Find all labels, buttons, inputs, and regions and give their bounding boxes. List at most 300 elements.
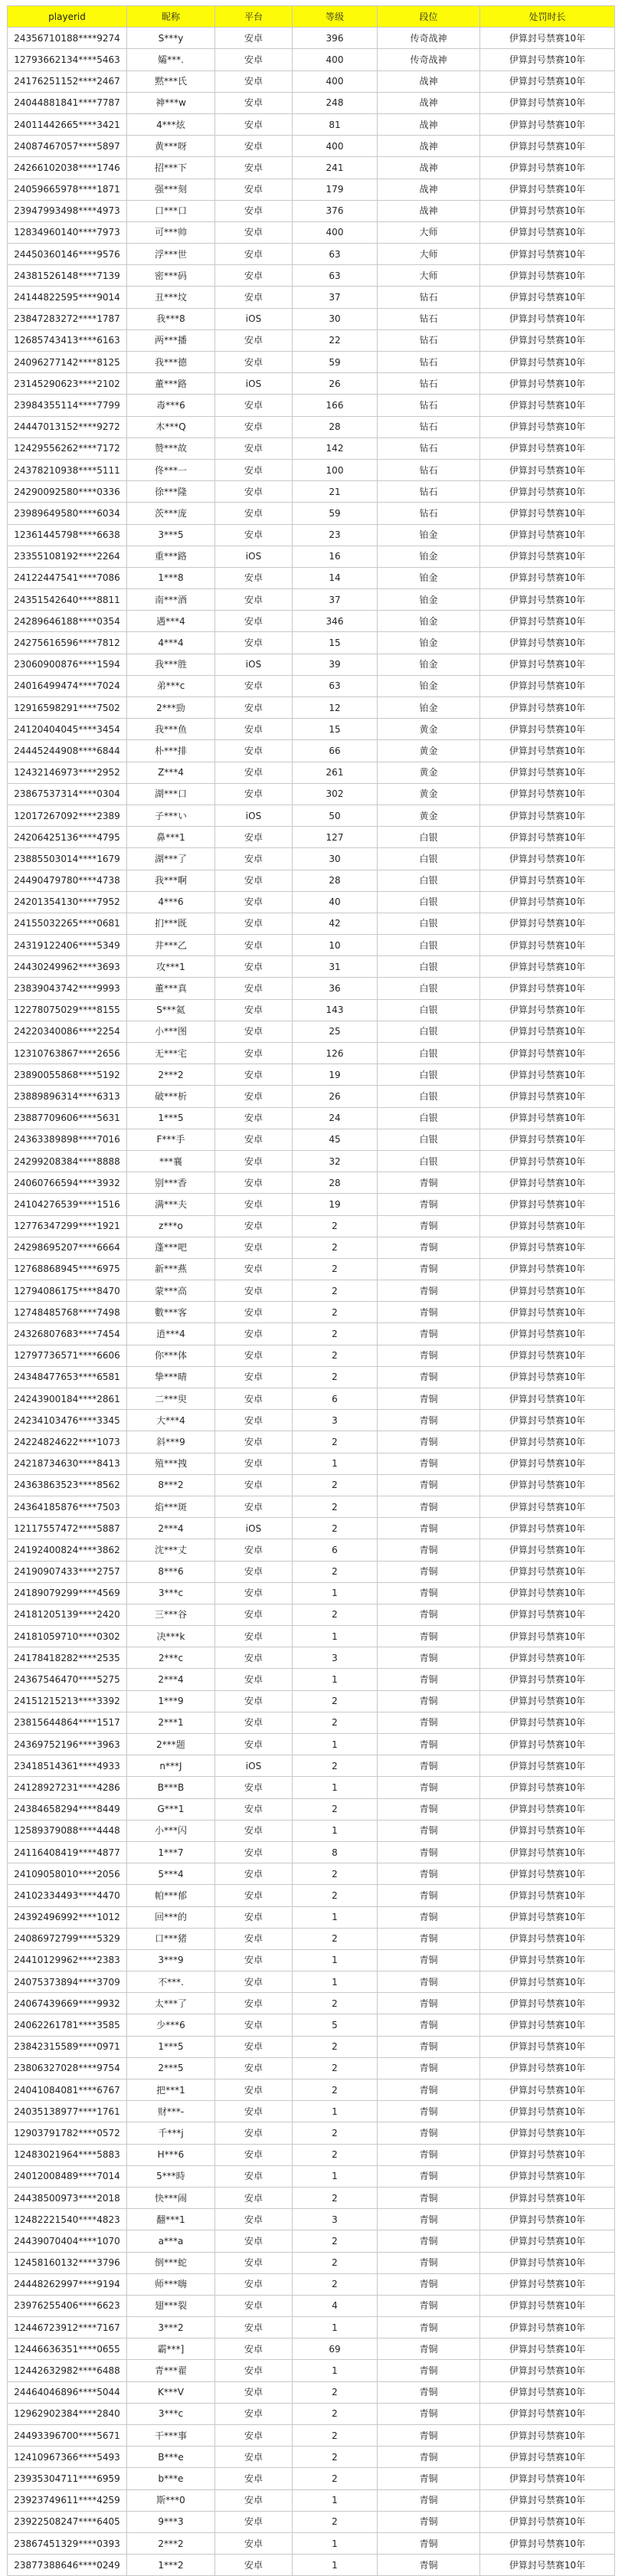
level-cell: 2 <box>293 1215 378 1237</box>
penalty-cell: 伊算封号禁赛10年 <box>480 1215 615 1237</box>
platform-cell: 安卓 <box>215 2122 293 2144</box>
player-id-cell: 23839043742****9993 <box>8 978 127 999</box>
player-id-cell: 12410967366****5493 <box>8 2447 127 2468</box>
rank-cell: 青铜 <box>378 2532 480 2554</box>
level-cell: 2 <box>293 2425 378 2447</box>
penalty-cell: 伊算封号禁赛10年 <box>480 2057 615 2079</box>
rank-cell: 钻石 <box>378 481 480 503</box>
level-cell: 2 <box>293 1280 378 1302</box>
table-row <box>8 1971 615 1993</box>
player-id-cell: 23922508247****6405 <box>8 2511 127 2532</box>
header-nickname: 昵称 <box>127 6 215 28</box>
level-cell: 2 <box>293 1518 378 1539</box>
platform-cell: 安卓 <box>215 783 293 805</box>
platform-cell: 安卓 <box>215 1820 293 1841</box>
penalty-cell: 伊算封号禁赛10年 <box>480 1129 615 1150</box>
rank-cell: 黄金 <box>378 783 480 805</box>
platform-cell: 安卓 <box>215 697 293 719</box>
platform-cell: 安卓 <box>215 2165 293 2187</box>
rank-cell: 黄金 <box>378 805 480 826</box>
table-row <box>8 1993 615 2014</box>
level-cell: 1 <box>293 2360 378 2381</box>
penalty-cell: 伊算封号禁赛10年 <box>480 2447 615 2468</box>
table-row <box>8 2447 615 2468</box>
player-id-cell: 24438500973****2018 <box>8 2187 127 2208</box>
rank-cell: 青铜 <box>378 1280 480 1302</box>
platform-cell: 安卓 <box>215 28 293 49</box>
penalty-cell: 伊算封号禁赛10年 <box>480 2273 615 2295</box>
header-level: 等级 <box>293 6 378 28</box>
level-cell: 6 <box>293 1388 378 1410</box>
platform-cell: iOS <box>215 308 293 329</box>
level-cell: 1 <box>293 1734 378 1755</box>
level-cell: 15 <box>293 719 378 740</box>
table-row <box>8 1237 615 1258</box>
penalty-cell: 伊算封号禁赛10年 <box>480 1086 615 1107</box>
level-cell: 36 <box>293 978 378 999</box>
rank-cell: 青铜 <box>378 1302 480 1323</box>
player-id-cell: 23984355114****7799 <box>8 395 127 416</box>
platform-cell: 安卓 <box>215 92 293 113</box>
player-id-cell: 12458160132****3796 <box>8 2252 127 2273</box>
platform-cell: 安卓 <box>215 287 293 308</box>
rank-cell: 青铜 <box>378 2187 480 2208</box>
nickname-cell: 2***勁 <box>127 697 215 719</box>
rank-cell: 钻石 <box>378 373 480 395</box>
level-cell: 28 <box>293 416 378 438</box>
nickname-cell: 朴***排 <box>127 740 215 762</box>
table-row <box>8 1496 615 1517</box>
nickname-cell: 9***3 <box>127 2511 215 2532</box>
level-cell: 69 <box>293 2338 378 2360</box>
table-row <box>8 1604 615 1625</box>
level-cell: 179 <box>293 179 378 200</box>
table-row <box>8 827 615 848</box>
nickname-cell: 破***析 <box>127 1086 215 1107</box>
platform-cell: 安卓 <box>215 611 293 632</box>
rank-cell: 青铜 <box>378 2209 480 2230</box>
penalty-cell: 伊算封号禁赛10年 <box>480 1302 615 1323</box>
level-cell: 42 <box>293 913 378 934</box>
table-row <box>8 1172 615 1194</box>
rank-cell: 战神 <box>378 113 480 135</box>
player-id-cell: 24096277142****8125 <box>8 352 127 373</box>
nickname-cell: 千***j <box>127 2122 215 2144</box>
rank-cell: 青铜 <box>378 1561 480 1582</box>
table-row <box>8 913 615 934</box>
rank-cell: 青铜 <box>378 1172 480 1194</box>
player-id-cell: 12793662134****5463 <box>8 49 127 70</box>
table-row <box>8 416 615 438</box>
platform-cell: 安卓 <box>215 870 293 891</box>
penalty-cell: 伊算封号禁赛10年 <box>480 827 615 848</box>
table-row <box>8 2532 615 2554</box>
platform-cell: iOS <box>215 654 293 675</box>
nickname-cell: 密***码 <box>127 265 215 287</box>
penalty-cell: 伊算封号禁赛10年 <box>480 2187 615 2208</box>
player-id-cell: 24192400824****3862 <box>8 1539 127 1561</box>
table-row <box>8 2425 615 2447</box>
platform-cell: 安卓 <box>215 1734 293 1755</box>
table-row <box>8 1388 615 1410</box>
platform-cell: 安卓 <box>215 1690 293 1712</box>
level-cell: 2 <box>293 1496 378 1517</box>
platform-cell: 安卓 <box>215 1431 293 1453</box>
player-id-cell: 24348477653****6581 <box>8 1366 127 1388</box>
player-id-cell: 24201354130****7952 <box>8 891 127 913</box>
nickname-cell: 董***真 <box>127 978 215 999</box>
table-row <box>8 783 615 805</box>
player-id-cell: 24181205139****2420 <box>8 1604 127 1625</box>
nickname-cell: 3***c <box>127 1582 215 1604</box>
penalty-cell: 伊算封号禁赛10年 <box>480 2122 615 2144</box>
penalty-cell: 伊算封号禁赛10年 <box>480 1820 615 1841</box>
table-row <box>8 2555 615 2576</box>
nickname-cell: 别***香 <box>127 1172 215 1194</box>
table-row <box>8 352 615 373</box>
level-cell: 8 <box>293 1841 378 1863</box>
table-row <box>8 1043 615 1064</box>
platform-cell: 安卓 <box>215 2014 293 2036</box>
table-row <box>8 1107 615 1129</box>
penalty-cell: 伊算封号禁赛10年 <box>480 1410 615 1431</box>
nickname-cell: 毒***6 <box>127 395 215 416</box>
table-row <box>8 1150 615 1172</box>
penalty-cell: 伊算封号禁赛10年 <box>480 2338 615 2360</box>
player-id-cell: 24351542640****8811 <box>8 589 127 611</box>
rank-cell: 白银 <box>378 978 480 999</box>
player-id-cell: 24075373894****3709 <box>8 1971 127 1993</box>
penalty-cell: 伊算封号禁赛10年 <box>480 546 615 567</box>
table-row <box>8 2403 615 2424</box>
player-id-cell: 24122447541****7086 <box>8 567 127 588</box>
nickname-cell: 我***啊 <box>127 870 215 891</box>
rank-cell: 青铜 <box>378 1194 480 1215</box>
table-row <box>8 221 615 243</box>
nickname-cell: 3***9 <box>127 1949 215 1971</box>
player-id-cell: 23418514361****4933 <box>8 1755 127 1777</box>
level-cell: 400 <box>293 136 378 157</box>
table-row <box>8 1539 615 1561</box>
level-cell: 1 <box>293 1906 378 1928</box>
platform-cell: 安卓 <box>215 1172 293 1194</box>
penalty-cell: 伊算封号禁赛10年 <box>480 179 615 200</box>
penalty-cell: 伊算封号禁赛10年 <box>480 438 615 459</box>
nickname-cell: 5***時 <box>127 2165 215 2187</box>
platform-cell: 安卓 <box>215 395 293 416</box>
penalty-cell: 伊算封号禁赛10年 <box>480 2295 615 2316</box>
platform-cell: 安卓 <box>215 1043 293 1064</box>
penalty-cell: 伊算封号禁赛10年 <box>480 675 615 696</box>
level-cell: 63 <box>293 675 378 696</box>
player-id-cell: 24116408419****4877 <box>8 1841 127 1863</box>
table-row <box>8 1323 615 1345</box>
player-id-cell: 12482221540****4823 <box>8 2209 127 2230</box>
rank-cell: 青铜 <box>378 1410 480 1431</box>
platform-cell: 安卓 <box>215 2403 293 2424</box>
nickname-cell: z***o <box>127 1215 215 1237</box>
table-row <box>8 2511 615 2532</box>
penalty-cell: 伊算封号禁赛10年 <box>480 1345 615 1366</box>
level-cell: 26 <box>293 1086 378 1107</box>
level-cell: 37 <box>293 287 378 308</box>
penalty-cell: 伊算封号禁赛10年 <box>480 2317 615 2338</box>
nickname-cell: 1***9 <box>127 1690 215 1712</box>
penalty-cell: 伊算封号禁赛10年 <box>480 2209 615 2230</box>
player-id-cell: 12797736571****6606 <box>8 1345 127 1366</box>
table-row <box>8 200 615 221</box>
level-cell: 1 <box>293 1777 378 1798</box>
platform-cell: 安卓 <box>215 221 293 243</box>
rank-cell: 青铜 <box>378 1604 480 1625</box>
player-id-cell: 24289646188****0354 <box>8 611 127 632</box>
platform-cell: 安卓 <box>215 1474 293 1496</box>
table-row <box>8 1755 615 1777</box>
nickname-cell: 沈***丈 <box>127 1539 215 1561</box>
table-row <box>8 2338 615 2360</box>
player-id-cell: 23815644864****1517 <box>8 1712 127 1733</box>
rank-cell: 战神 <box>378 136 480 157</box>
table-row <box>8 1518 615 1539</box>
player-id-cell: 24450360146****9576 <box>8 244 127 265</box>
penalty-cell: 伊算封号禁赛10年 <box>480 1150 615 1172</box>
level-cell: 6 <box>293 1539 378 1561</box>
level-cell: 1 <box>293 2165 378 2187</box>
table-row <box>8 1280 615 1302</box>
level-cell: 19 <box>293 1194 378 1215</box>
platform-cell: 安卓 <box>215 200 293 221</box>
player-id-cell: 24062261781****3585 <box>8 2014 127 2036</box>
level-cell: 126 <box>293 1043 378 1064</box>
penalty-cell: 伊算封号禁赛10年 <box>480 395 615 416</box>
player-id-cell: 24067439669****9932 <box>8 1993 127 2014</box>
rank-cell: 钻石 <box>378 395 480 416</box>
player-id-cell: 24448262997****9194 <box>8 2273 127 2295</box>
penalty-cell: 伊算封号禁赛10年 <box>480 1841 615 1863</box>
level-cell: 2 <box>293 1302 378 1323</box>
player-id-cell: 12278075029****8155 <box>8 999 127 1021</box>
platform-cell: 安卓 <box>215 2187 293 2208</box>
rank-cell: 青铜 <box>378 1237 480 1258</box>
rank-cell: 铂金 <box>378 675 480 696</box>
penalty-cell: 伊算封号禁赛10年 <box>480 2252 615 2273</box>
platform-cell: 安卓 <box>215 1366 293 1388</box>
player-id-cell: 23145290623****2102 <box>8 373 127 395</box>
rank-cell: 白银 <box>378 891 480 913</box>
penalty-cell: 伊算封号禁赛10年 <box>480 2468 615 2489</box>
nickname-cell: 佟***一 <box>127 459 215 480</box>
penalty-cell: 伊算封号禁赛10年 <box>480 373 615 395</box>
level-cell: 127 <box>293 827 378 848</box>
platform-cell: 安卓 <box>215 503 293 524</box>
level-cell: 3 <box>293 1647 378 1669</box>
level-cell: 40 <box>293 891 378 913</box>
nickname-cell: 黙***氏 <box>127 70 215 92</box>
rank-cell: 青铜 <box>378 2468 480 2489</box>
rank-cell: 青铜 <box>378 1366 480 1388</box>
rank-cell: 青铜 <box>378 1453 480 1474</box>
player-id-cell: 23867451329****0393 <box>8 2532 127 2554</box>
platform-cell: 安卓 <box>215 70 293 92</box>
player-id-cell: 23842315589****0971 <box>8 2036 127 2057</box>
player-id-cell: 24102334493****4470 <box>8 1885 127 1906</box>
level-cell: 2 <box>293 2273 378 2295</box>
nickname-cell: Z***4 <box>127 762 215 783</box>
table-row <box>8 1712 615 1733</box>
table-header-row <box>8 6 615 28</box>
table-row <box>8 2079 615 2101</box>
level-cell: 2 <box>293 1712 378 1733</box>
penalty-cell: 伊算封号禁赛10年 <box>480 1237 615 1258</box>
rank-cell: 青铜 <box>378 1993 480 2014</box>
nickname-cell: 二***臾 <box>127 1388 215 1410</box>
player-id-cell: 12117557472****5887 <box>8 1518 127 1539</box>
nickname-cell: 快***闹 <box>127 2187 215 2208</box>
nickname-cell: 井***乙 <box>127 935 215 956</box>
penalty-cell: 伊算封号禁赛10年 <box>480 113 615 135</box>
rank-cell: 白银 <box>378 999 480 1021</box>
level-cell: 166 <box>293 395 378 416</box>
rank-cell: 青铜 <box>378 1712 480 1733</box>
nickname-cell: S***氦 <box>127 999 215 1021</box>
table-row <box>8 1949 615 1971</box>
level-cell: 2 <box>293 2252 378 2273</box>
level-cell: 14 <box>293 567 378 588</box>
level-cell: 2 <box>293 1345 378 1366</box>
table-row <box>8 179 615 200</box>
table-row <box>8 2036 615 2057</box>
nickname-cell: 满***夫 <box>127 1194 215 1215</box>
level-cell: 1 <box>293 1453 378 1474</box>
nickname-cell: 三***谷 <box>127 1604 215 1625</box>
level-cell: 2 <box>293 2381 378 2403</box>
penalty-cell: 伊算封号禁赛10年 <box>480 70 615 92</box>
rank-cell: 青铜 <box>378 1539 480 1561</box>
table-row <box>8 1906 615 1928</box>
level-cell: 30 <box>293 848 378 870</box>
table-row <box>8 481 615 503</box>
player-id-cell: 24224824622****1073 <box>8 1431 127 1453</box>
table-row <box>8 2252 615 2273</box>
level-cell: 3 <box>293 1410 378 1431</box>
rank-cell: 青铜 <box>378 2489 480 2511</box>
level-cell: 1 <box>293 1971 378 1993</box>
player-id-cell: 24298695207****6664 <box>8 1237 127 1258</box>
platform-cell: 安卓 <box>215 1107 293 1129</box>
rank-cell: 青铜 <box>378 2295 480 2316</box>
rank-cell: 青铜 <box>378 1626 480 1647</box>
nickname-cell: 斯***0 <box>127 2489 215 2511</box>
platform-cell: 安卓 <box>215 1906 293 1928</box>
platform-cell: 安卓 <box>215 481 293 503</box>
player-id-cell: 12432146973****2952 <box>8 762 127 783</box>
table-row <box>8 1431 615 1453</box>
level-cell: 24 <box>293 1107 378 1129</box>
platform-cell: iOS <box>215 1518 293 1539</box>
table-row <box>8 2295 615 2316</box>
player-id-cell: 24392496992****1012 <box>8 1906 127 1928</box>
platform-cell: 安卓 <box>215 2036 293 2057</box>
nickname-cell: 2***2 <box>127 1064 215 1086</box>
nickname-cell: 2***c <box>127 1647 215 1669</box>
rank-cell: 钻石 <box>378 352 480 373</box>
header-penalty: 处罚时长 <box>480 6 615 28</box>
rank-cell: 白银 <box>378 870 480 891</box>
platform-cell: 安卓 <box>215 1669 293 1690</box>
platform-cell: 安卓 <box>215 1885 293 1906</box>
platform-cell: 安卓 <box>215 1841 293 1863</box>
penalty-cell: 伊算封号禁赛10年 <box>480 654 615 675</box>
penalty-cell: 伊算封号禁赛10年 <box>480 92 615 113</box>
level-cell: 45 <box>293 1129 378 1150</box>
table-row <box>8 1194 615 1215</box>
table-row <box>8 503 615 524</box>
platform-cell: 安卓 <box>215 2511 293 2532</box>
rank-cell: 铂金 <box>378 546 480 567</box>
level-cell: 19 <box>293 1064 378 1086</box>
platform-cell: 安卓 <box>215 1928 293 1949</box>
rank-cell: 青铜 <box>378 2447 480 2468</box>
rank-cell: 青铜 <box>378 1345 480 1366</box>
penalty-cell: 伊算封号禁赛10年 <box>480 1993 615 2014</box>
platform-cell: 安卓 <box>215 1798 293 1820</box>
penalty-cell: 伊算封号禁赛10年 <box>480 1604 615 1625</box>
nickname-cell: 5***4 <box>127 1863 215 1885</box>
player-id-cell: 12017267092****2389 <box>8 805 127 826</box>
level-cell: 2 <box>293 2403 378 2424</box>
platform-cell: 安卓 <box>215 2381 293 2403</box>
rank-cell: 青铜 <box>378 2360 480 2381</box>
penalty-cell: 伊算封号禁赛10年 <box>480 2079 615 2101</box>
level-cell: 2 <box>293 2144 378 2165</box>
level-cell: 302 <box>293 783 378 805</box>
penalty-cell: 伊算封号禁赛10年 <box>480 481 615 503</box>
nickname-cell: 我***鱼 <box>127 719 215 740</box>
nickname-cell: H***6 <box>127 2144 215 2165</box>
rank-cell: 铂金 <box>378 654 480 675</box>
level-cell: 25 <box>293 1021 378 1042</box>
level-cell: 32 <box>293 1150 378 1172</box>
nickname-cell: 倒***蛇 <box>127 2252 215 2273</box>
level-cell: 59 <box>293 503 378 524</box>
rank-cell: 青铜 <box>378 1820 480 1841</box>
rank-cell: 青铜 <box>378 1582 480 1604</box>
platform-cell: 安卓 <box>215 524 293 546</box>
level-cell: 2 <box>293 1258 378 1280</box>
penalty-cell: 伊算封号禁赛10年 <box>480 28 615 49</box>
platform-cell: 安卓 <box>215 244 293 265</box>
level-cell: 142 <box>293 438 378 459</box>
level-cell: 1 <box>293 1820 378 1841</box>
nickname-cell: 湖***口 <box>127 783 215 805</box>
penalty-cell: 伊算封号禁赛10年 <box>480 1431 615 1453</box>
level-cell: 2 <box>293 1604 378 1625</box>
nickname-cell: ***襄 <box>127 1150 215 1172</box>
table-row <box>8 675 615 696</box>
level-cell: 26 <box>293 373 378 395</box>
level-cell: 376 <box>293 200 378 221</box>
player-id-cell: 24364185876****7503 <box>8 1496 127 1517</box>
platform-cell: 安卓 <box>215 762 293 783</box>
player-id-cell: 24464046896****5044 <box>8 2381 127 2403</box>
level-cell: 2 <box>293 2036 378 2057</box>
player-id-cell: 24218734630****8413 <box>8 1453 127 1474</box>
rank-cell: 铂金 <box>378 589 480 611</box>
platform-cell: 安卓 <box>215 1539 293 1561</box>
penalty-cell: 伊算封号禁赛10年 <box>480 2360 615 2381</box>
player-id-cell: 24120404045****3454 <box>8 719 127 740</box>
rank-cell: 青铜 <box>378 2425 480 2447</box>
